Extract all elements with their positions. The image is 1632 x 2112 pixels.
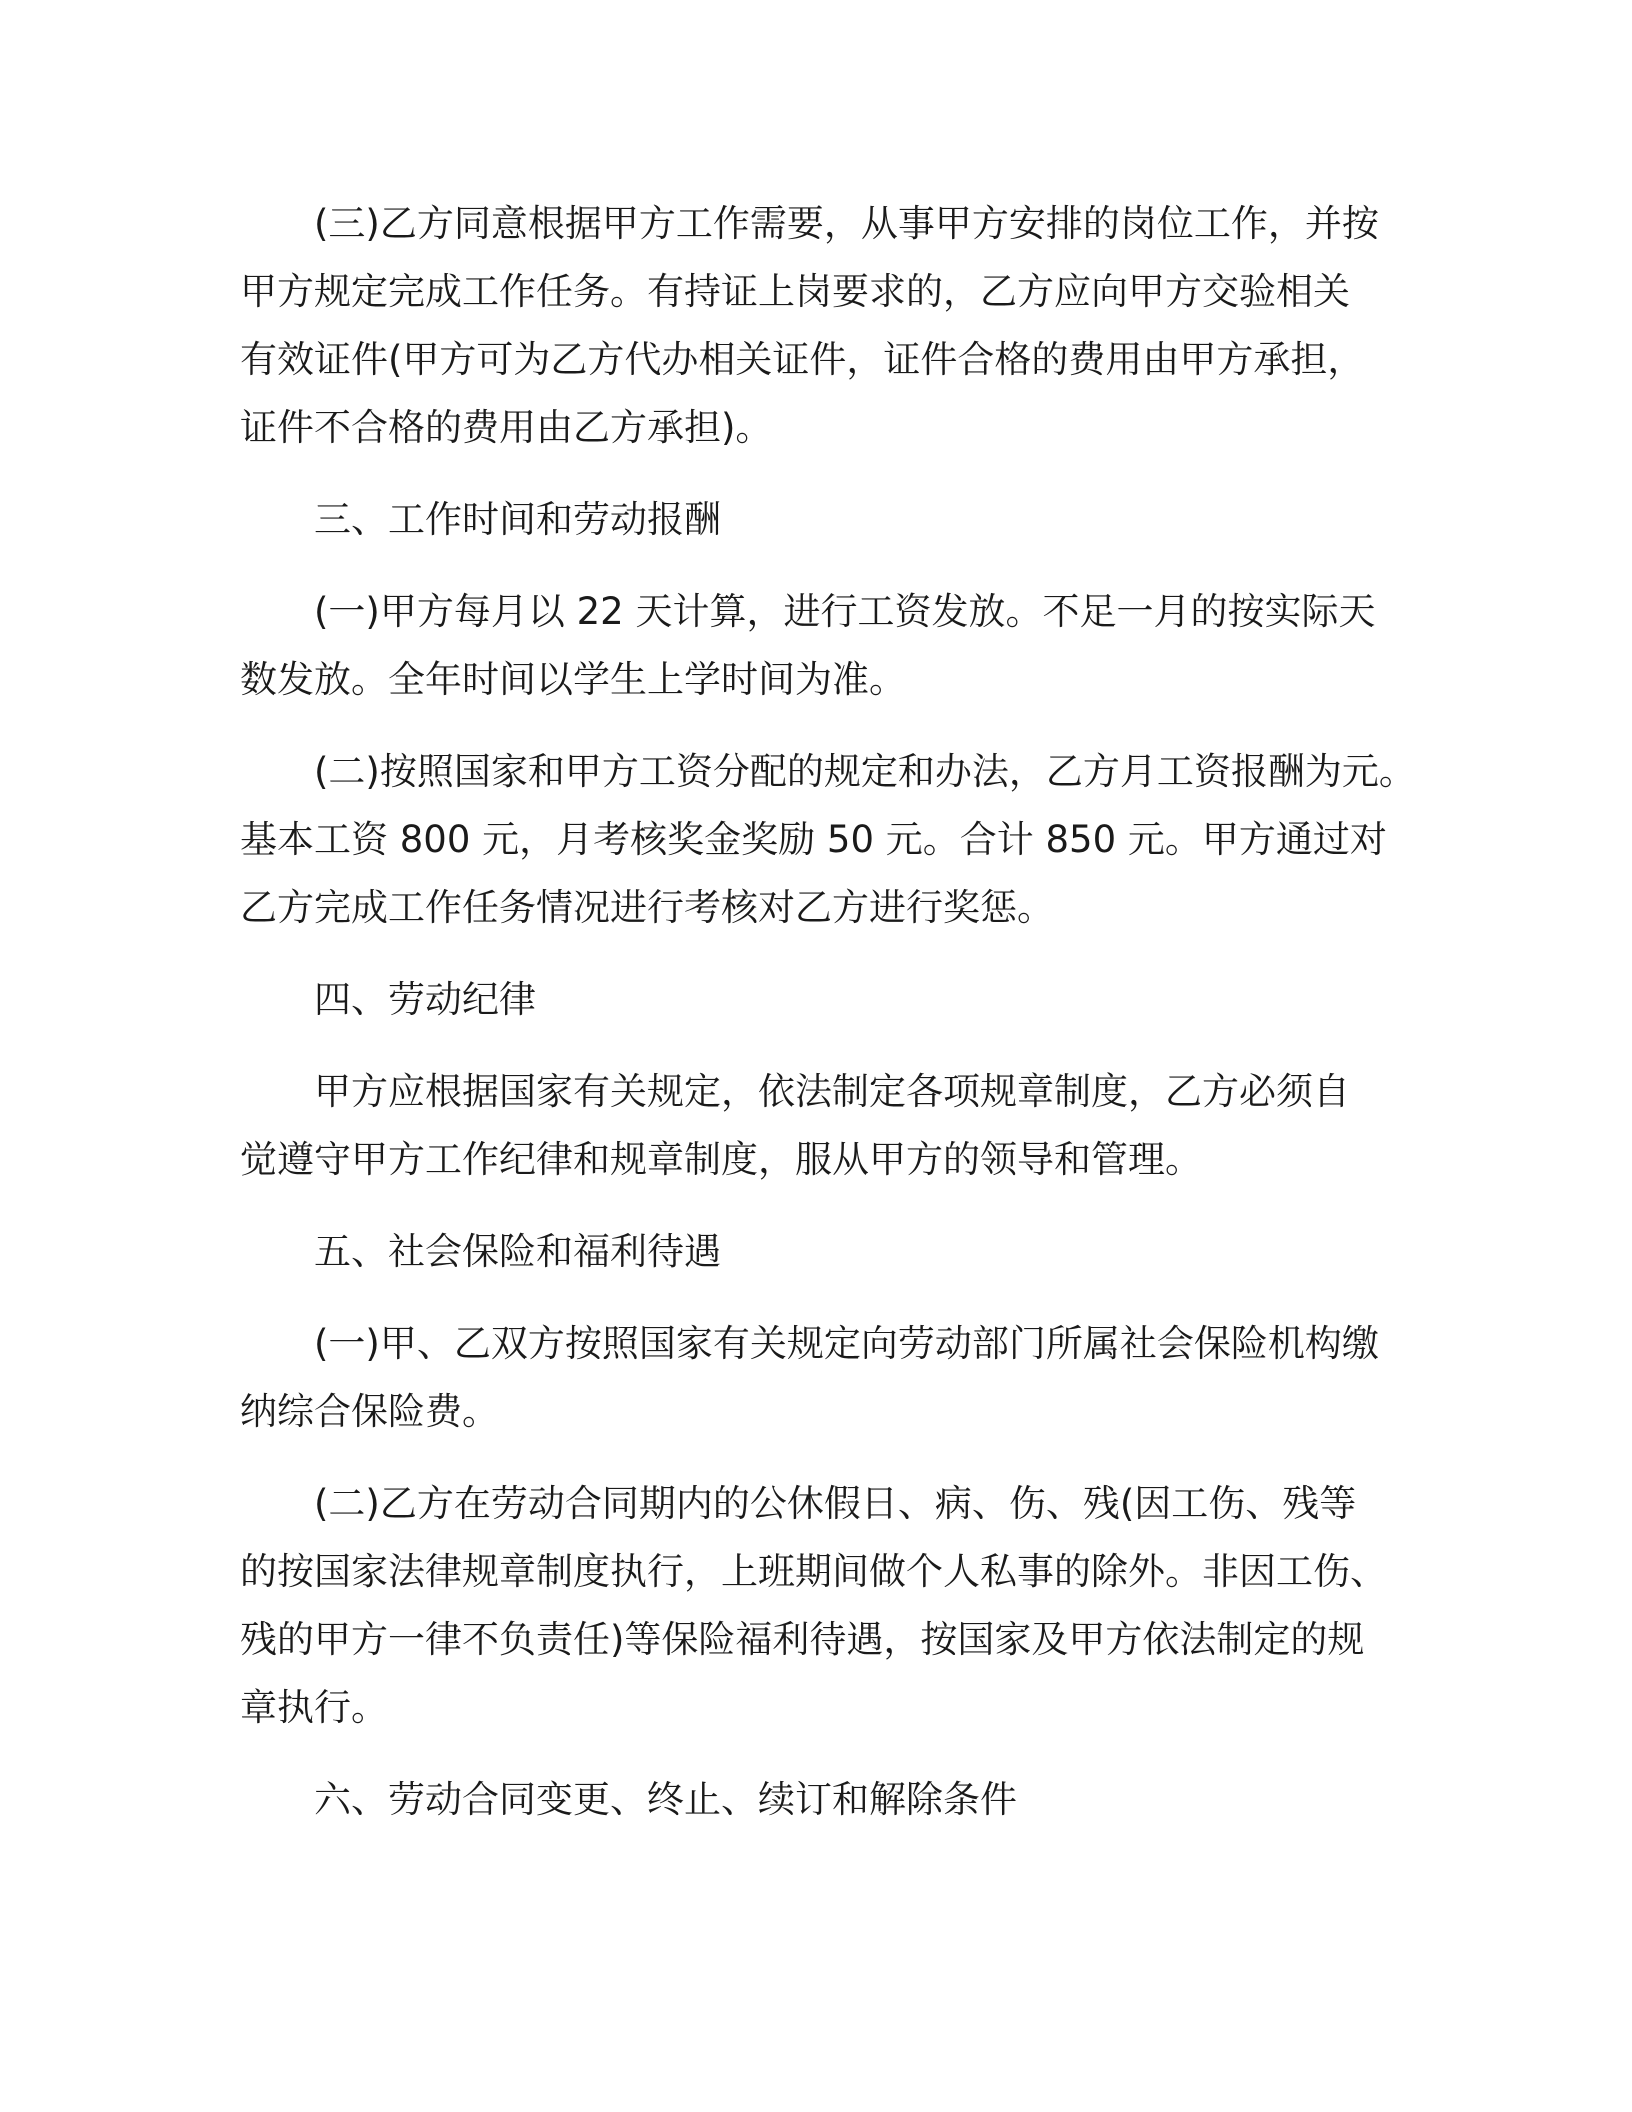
paragraph-clause-3-3 — [240, 190, 1420, 462]
text-line: 证件不合格的费用由乙方承担)。 — [240, 406, 773, 449]
text-line: (二)乙方在劳动合同期内的公休假日、病、伤、残(因工伤、残等 — [314, 1482, 1357, 1525]
document-body — [240, 190, 1420, 1858]
text-line: 章执行。 — [240, 1686, 388, 1729]
text-line: 有效证件(甲方可为乙方代办相关证件，证件合格的费用由甲方承担， — [240, 338, 1365, 381]
text-line: 纳综合保险费。 — [240, 1390, 499, 1433]
text-line: 甲方规定完成工作任务。有持证上岗要求的，乙方应向甲方交验相关 — [240, 270, 1350, 313]
section-heading-4 — [240, 966, 1420, 1034]
heading-text: 六、劳动合同变更、终止、续订和解除条件 — [314, 1778, 1017, 1821]
text-line: 甲方应根据国家有关规定，依法制定各项规章制度，乙方必须自 — [314, 1070, 1350, 1113]
text-line: (三)乙方同意根据甲方工作需要，从事甲方安排的岗位工作，并按 — [314, 202, 1379, 245]
text-line: 基本工资 800 元，月考核奖金奖励 50 元。合计 850 元。甲方通过对 — [240, 818, 1387, 861]
text-line: 乙方完成工作任务情况进行考核对乙方进行奖惩。 — [240, 886, 1054, 929]
text-line: 数发放。全年时间以学生上学时间为准。 — [240, 658, 906, 701]
paragraph-discipline — [240, 1058, 1420, 1194]
paragraph-clause-work-time-1 — [240, 578, 1420, 714]
paragraph-insurance-2 — [240, 1470, 1420, 1742]
heading-text: 三、工作时间和劳动报酬 — [314, 498, 721, 541]
text-line: 的按国家法律规章制度执行，上班期间做个人私事的除外。非因工伤、 — [240, 1550, 1387, 1593]
paragraph-insurance-1 — [240, 1310, 1420, 1446]
text-line: (一)甲、乙双方按照国家有关规定向劳动部门所属社会保险机构缴 — [314, 1322, 1379, 1365]
paragraph-clause-salary — [240, 738, 1420, 942]
text-line: (二)按照国家和甲方工资分配的规定和办法，乙方月工资报酬为元。 — [314, 750, 1416, 793]
heading-text: 五、社会保险和福利待遇 — [314, 1230, 721, 1273]
text-line: 觉遵守甲方工作纪律和规章制度，服从甲方的领导和管理。 — [240, 1138, 1202, 1181]
text-line: (一)甲方每月以 22 天计算，进行工资发放。不足一月的按实际天 — [314, 590, 1376, 633]
section-heading-5 — [240, 1218, 1420, 1286]
heading-text: 四、劳动纪律 — [314, 978, 536, 1021]
section-heading-6 — [240, 1766, 1420, 1834]
section-heading-3 — [240, 486, 1420, 554]
text-line: 残的甲方一律不负责任)等保险福利待遇，按国家及甲方依法制定的规 — [240, 1618, 1365, 1661]
